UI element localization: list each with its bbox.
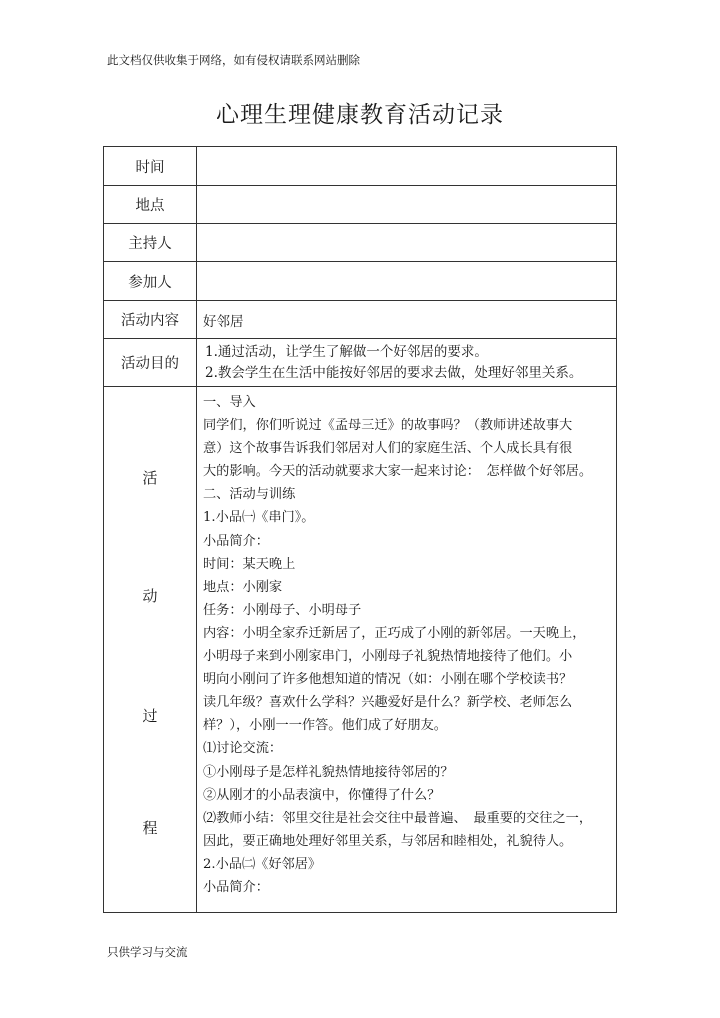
label-place: 地点: [104, 186, 197, 224]
table-row-time: [104, 147, 617, 186]
process-line: 样？），小刚一一作答。他们成了好朋友。: [203, 718, 447, 734]
process-line: 读几年级？喜欢什么学科？兴趣爱好是什么？新学校、老师怎么: [203, 695, 573, 711]
process-line: 二、活动与训练: [203, 487, 296, 503]
label-process: [104, 387, 197, 913]
process-line: ⑴讨论交流：: [203, 741, 283, 757]
process-line: 小品简介：: [203, 533, 269, 549]
process-line: ⑵教师小结：邻里交往是社会交往中最普遍、 最重要的交往之一，: [203, 810, 593, 826]
process-line: 一、导入: [203, 395, 256, 410]
label-participants: 参加人: [104, 262, 197, 301]
process-label-char: 程: [142, 819, 158, 837]
table-row-process: [104, 387, 617, 913]
table-row-participants: [104, 262, 617, 301]
document-title: 心理生理健康教育活动记录: [216, 102, 504, 128]
process-label-char: 过: [142, 707, 158, 725]
header-note: 此文档仅供收集于网络，如有侵权请联系网站删除: [107, 53, 360, 67]
process-line: 意）这个故事告诉我们邻居对人们的家庭生活、个人成长具有很: [203, 441, 573, 457]
process-line: 1.小品㈠《串门》。: [203, 510, 315, 526]
process-line: 明向小刚问了许多他想知道的情况（如：小刚在哪个学校读书？: [203, 672, 573, 688]
label-host: 主持人: [104, 224, 197, 262]
process-label-char: 动: [142, 587, 158, 605]
process-line: 小品简介：: [203, 879, 269, 895]
process-line: 大的影响。今天的活动就要求大家一起来讨论： 怎样做个好邻居。: [203, 464, 593, 480]
process-line: 小明母子来到小刚家串门，小刚母子礼貌热情地接待了他们。小: [203, 649, 573, 665]
process-line: 任务：小刚母子、小明母子: [203, 602, 362, 618]
table-row-host: [104, 224, 617, 262]
process-label-char: 活: [142, 469, 158, 487]
process-content: [197, 387, 617, 913]
value-content: 好邻居: [197, 301, 617, 339]
footer-note: 只供学习与交流: [107, 945, 188, 959]
label-time: 时间: [104, 147, 197, 186]
table-row-goal: [104, 339, 617, 387]
value-host: [197, 224, 617, 262]
value-participants: [197, 262, 617, 301]
process-line: 地点：小刚家: [203, 579, 283, 595]
process-line: 内容：小明全家乔迁新居了，正巧成了小刚的新邻居。一天晚上，: [203, 625, 586, 641]
process-line: ②从刚才的小品表演中，你懂得了什么？: [203, 787, 441, 803]
label-content: 活动内容: [104, 301, 197, 339]
value-time: [197, 147, 617, 186]
process-line: 同学们，你们听说过《孟母三迁》的故事吗？（教师讲述故事大: [203, 418, 573, 434]
value-goal: [197, 339, 617, 387]
table-row-content: [104, 301, 617, 339]
record-table: [103, 146, 617, 913]
value-place: [197, 186, 617, 224]
process-line: ①小刚母子是怎样礼貌热情地接待邻居的？: [203, 764, 454, 780]
label-goal: 活动目的: [104, 339, 197, 387]
process-line: 因此，要正确地处理好邻里关系，与邻居和睦相处，礼貌待人。: [203, 833, 573, 849]
process-line: 时间：某天晚上: [203, 556, 296, 572]
process-line: 2.小品㈡《好邻居》: [203, 856, 322, 872]
goal-line: 1.通过活动，让学生了解做一个好邻居的要求。: [205, 343, 488, 360]
table-row-place: [104, 186, 617, 224]
goal-line: 2.教会学生在生活中能按好邻居的要求去做，处理好邻里关系。: [205, 364, 583, 381]
